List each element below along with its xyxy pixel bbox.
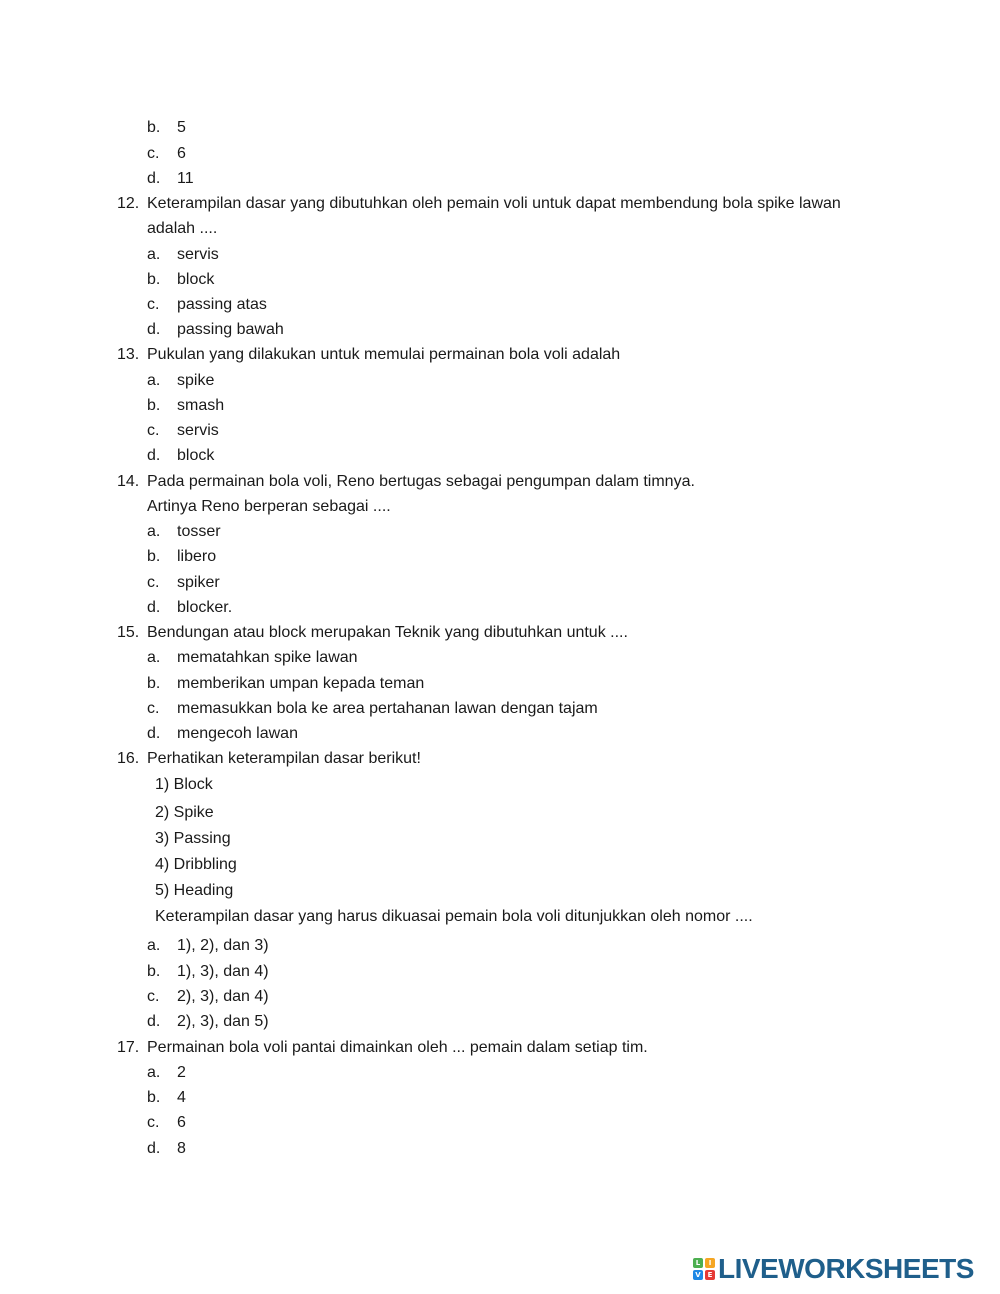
option-d[interactable]: d. passing bawah xyxy=(147,321,284,338)
option-a[interactable]: a. spike xyxy=(147,372,215,389)
list-item: 5) Heading xyxy=(155,882,234,899)
question-number: 14. xyxy=(117,473,140,490)
option-a[interactable]: a. 2 xyxy=(147,1064,186,1081)
option-c[interactable]: c. servis xyxy=(147,422,219,439)
option-a[interactable]: a. tosser xyxy=(147,523,221,540)
list-item: 3) Passing xyxy=(155,830,231,847)
logo-block-e: E xyxy=(705,1270,715,1280)
question-number: 15. xyxy=(117,624,140,641)
question-text: Perhatikan keterampilan dasar berikut! xyxy=(147,750,421,767)
option-c[interactable]: c. passing atas xyxy=(147,296,267,313)
question-text: Pukulan yang dilakukan untuk memulai permainan bola voli adalah xyxy=(147,346,621,363)
logo-block-l: L xyxy=(693,1258,703,1268)
logo-block-i: I xyxy=(705,1258,715,1268)
question-number: 17. xyxy=(117,1039,140,1056)
liveworksheets-logo xyxy=(693,1255,974,1283)
option-c[interactable]: c. 2), 3), dan 4) xyxy=(147,988,269,1005)
option-c[interactable]: c. spiker xyxy=(147,574,220,591)
logo-blocks-icon xyxy=(693,1258,715,1280)
question-text: Pada permainan bola voli, Reno bertugas sebagai pengumpan dalam timnya. xyxy=(147,473,695,490)
option-d[interactable]: d. block xyxy=(147,447,215,464)
option-a[interactable]: a. 1), 2), dan 3) xyxy=(147,937,269,954)
option-b[interactable]: b. 4 xyxy=(147,1089,186,1106)
option-d[interactable]: d. 8 xyxy=(147,1140,186,1157)
list-item: 4) Dribbling xyxy=(155,856,237,873)
list-item: 1) Block xyxy=(155,776,213,793)
logo-text: LIVEWORKSHEETS xyxy=(718,1253,974,1284)
option-b[interactable]: b. 5 xyxy=(147,119,186,136)
question-text: Bendungan atau block merupakan Teknik yang dibutuhkan untuk .... xyxy=(147,624,628,641)
list-item: 2) Spike xyxy=(155,804,214,821)
option-c[interactable]: c. 6 xyxy=(147,145,186,162)
option-b[interactable]: b. memberikan umpan kepada teman xyxy=(147,675,425,692)
option-d[interactable]: d. 2), 3), dan 5) xyxy=(147,1013,269,1030)
question-text: Artinya Reno berperan sebagai .... xyxy=(147,498,391,515)
option-d[interactable]: d. 11 xyxy=(147,170,194,187)
option-a[interactable]: a. mematahkan spike lawan xyxy=(147,649,358,666)
question-text: Keterampilan dasar yang dibutuhkan oleh pemain voli untuk dapat membendung bola spike lawan xyxy=(147,195,841,212)
option-b[interactable]: b. 1), 3), dan 4) xyxy=(147,963,269,980)
option-d[interactable]: d. blocker. xyxy=(147,599,233,616)
logo-block-v: V xyxy=(693,1270,703,1280)
option-c[interactable]: c. memasukkan bola ke area pertahanan lawan dengan tajam xyxy=(147,700,598,717)
question-number: 16. xyxy=(117,750,140,767)
question-text: Permainan bola voli pantai dimainkan oleh ... pemain dalam setiap tim. xyxy=(147,1039,648,1056)
option-b[interactable]: b. block xyxy=(147,271,215,288)
question-prompt: Keterampilan dasar yang harus dikuasai pemain bola voli ditunjukkan oleh nomor .... xyxy=(155,908,753,925)
question-number: 13. xyxy=(117,346,140,363)
option-a[interactable]: a. servis xyxy=(147,246,219,263)
question-number: 12. xyxy=(117,195,140,212)
option-d[interactable]: d. mengecoh lawan xyxy=(147,725,298,742)
option-b[interactable]: b. smash xyxy=(147,397,225,414)
option-c[interactable]: c. 6 xyxy=(147,1114,186,1131)
option-b[interactable]: b. libero xyxy=(147,548,217,565)
question-text: adalah .... xyxy=(147,220,218,237)
